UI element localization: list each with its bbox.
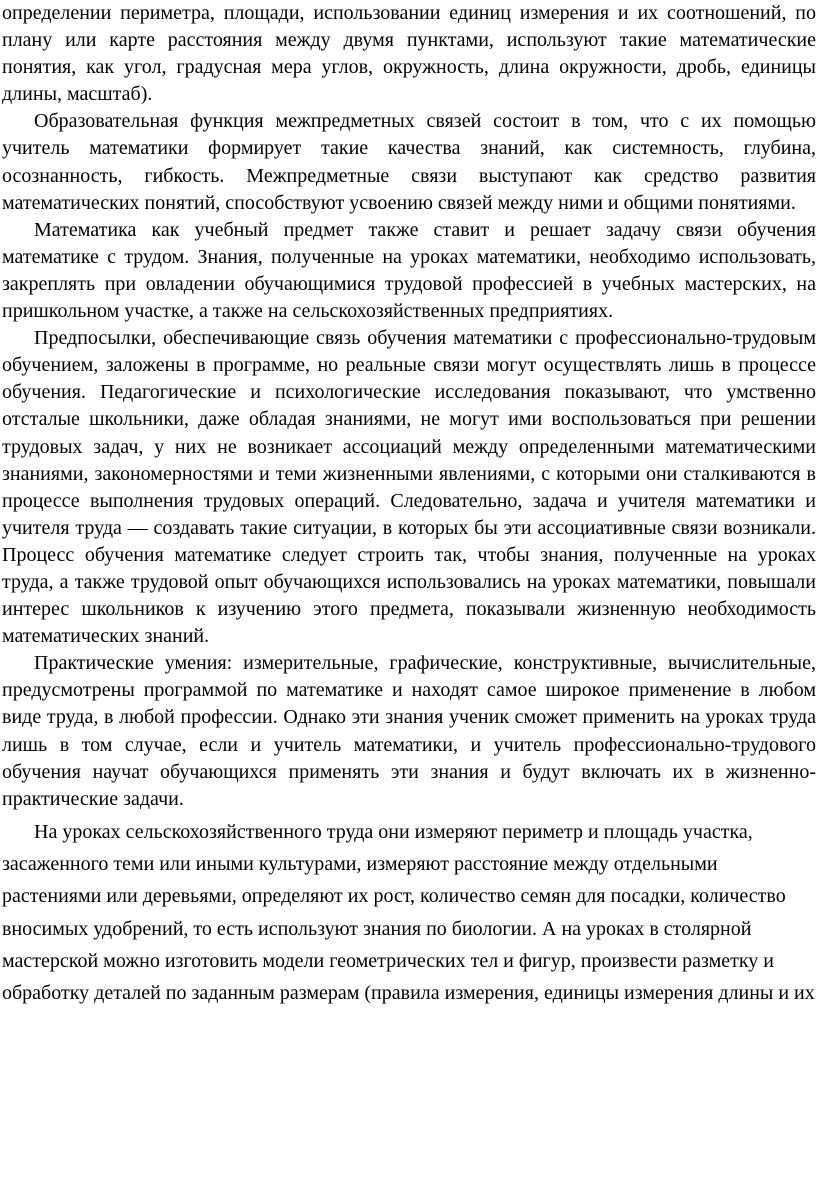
paragraph-practical-skills: Практические умения: измерительные, графические, конструктивные, вычислительные, предусмотрены программой по математике и находят самое широкое применение в любом виде труда, в любой профессии. Однако эти знания ученик сможет применить на уроках труда лишь в том случае, если и учитель математики, и учитель профессионально-трудового обучения научат обучающихся применять эти знания и будут включать их в жизненно-практические задачи.: [2, 652, 816, 810]
paragraph-continuation: определении периметра, площади, использовании единиц измерения и их соотношений, по плану или карте расстояния между двумя пунктами, используют такие математические понятия, как угол, градусная мера углов, окружность, длина окружности, дробь, единицы длины, масштаб).: [2, 2, 816, 106]
paragraph-agricultural-lessons: На уроках сельскохозяйственного труда они измеряют периметр и площадь участка, засаженного теми или иными культурами, измеряют расстояние между отдельными растениями или деревьями, определяют их рост, количество семян для посадки, количество вносимых удобрений, то есть используют знания по биологии. А на уроках в столярной мастерской можно изготовить модели геометрических тел и фигур, произвести разметку и обработку деталей по заданным размерам (правила измерения, единицы измерения длины и их: [2, 820, 815, 1005]
paragraph-math-and-labor: Математика как учебный предмет также ставит и решает задачу связи обучения математике с трудом. Знания, полученные на уроках математики, необходимо использовать, закреплять при овладении обучающимися трудовой профессией в учебных мастерских, на пришкольном участке, а также на сельскохозяйственных предприятиях.: [2, 218, 816, 323]
paragraph-educational-function: Образовательная функция межпредметных связей состоит в том, что с их помощью учитель математики формирует такие качества знаний, как системность, глубина, осознанность, гибкость. Межпредметные связи выступают как средство развития математических понятий, способствуют усвоению связей между ними и общими понятиями.: [2, 110, 816, 214]
paragraph-prerequisites: Предпосылки, обеспечивающие связь обучения математики с профессионально-трудовым обучением, заложены в программе, но реальные связи могут осуществлять лишь в процессе обучения. Педагогические и психологические исследования показывают, что умственно отсталые школьники, даже обладая знаниями, не могут ими воспользоваться при решении трудовых задач, у них не возникает ассоциаций между определенными математическими знаниями, закономерностями и теми жизненными явлениями, с которыми они сталкиваются в процессе выполнения трудовых операций. Следовательно, задача и учителя математики и учителя труда — создавать такие ситуации, в которых бы эти ассоциативные связи возникали. Процесс обучения математике следует строить так, чтобы знания, полученные на уроках труда, а также трудовой опыт обучающихся использовались на уроках математики, повышали интерес школьников к изучению этого предмета, показывали жизненную необходимость математических знаний.: [2, 327, 816, 648]
